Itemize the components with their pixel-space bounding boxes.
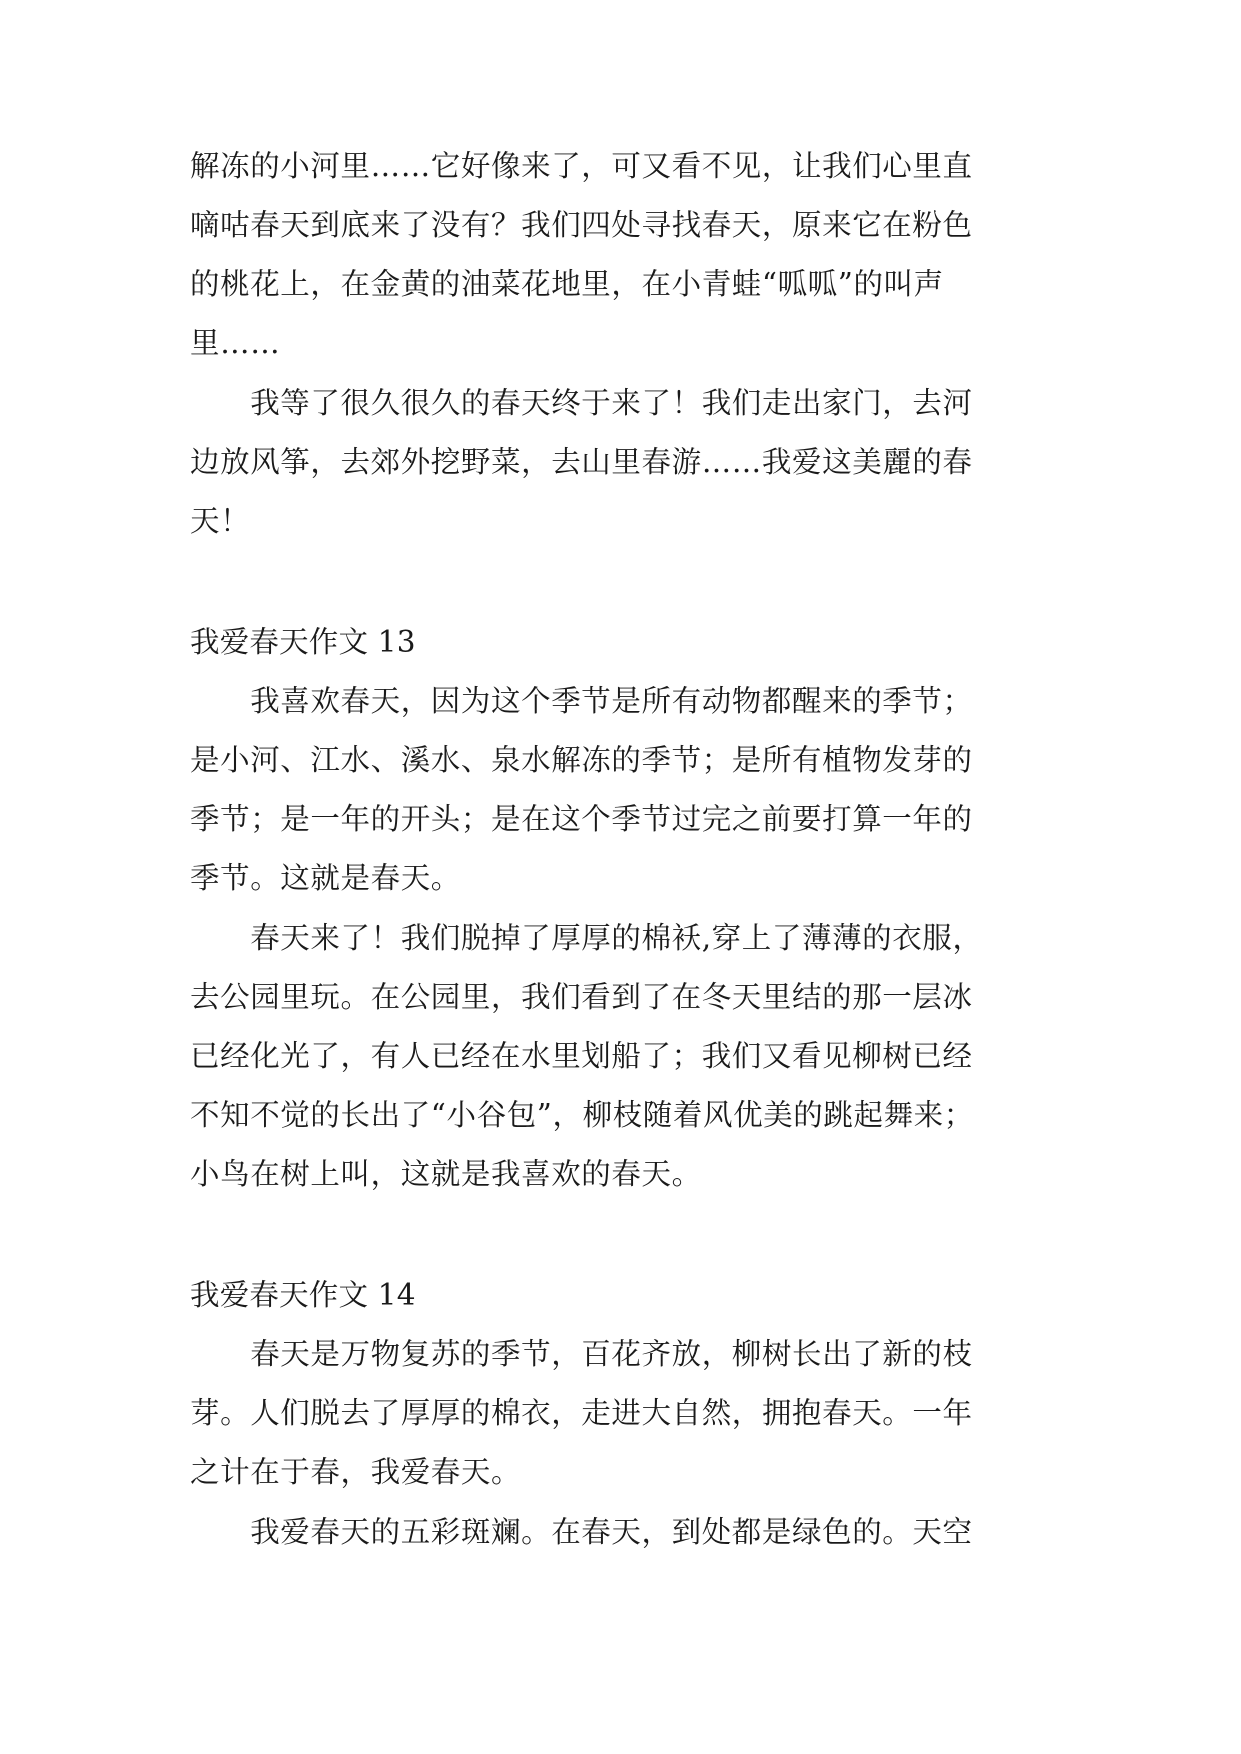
paragraph-line: 我爱春天的五彩斑斓。在春天，到处都是绿色的。天空 bbox=[190, 1515, 973, 1549]
paragraph-line: 里…… bbox=[190, 326, 281, 360]
essay-title: 我爱春天作文 13 bbox=[190, 625, 416, 659]
paragraph-line: 小鸟在树上叫，这就是我喜欢的春天。 bbox=[190, 1157, 702, 1191]
paragraph-line: 嘀咕春天到底来了没有？我们四处寻找春天，原来它在粉色 bbox=[190, 208, 973, 242]
paragraph-line: 天！ bbox=[190, 504, 251, 538]
paragraph-line: 的桃花上，在金黄的油菜花地里，在小青蛙“呱呱”的叫声 bbox=[190, 267, 944, 301]
paragraph-line: 之计在于春，我爱春天。 bbox=[190, 1455, 522, 1489]
paragraph-line: 季节。这就是春天。 bbox=[190, 861, 461, 895]
paragraph-line: 是小河、江水、溪水、泉水解冻的季节；是所有植物发芽的 bbox=[190, 743, 973, 777]
paragraph-line: 我等了很久很久的春天终于来了！我们走出家门，去河 bbox=[190, 386, 973, 420]
paragraph-line: 边放风筝，去郊外挖野菜，去山里春游……我爱这美麗的春 bbox=[190, 445, 973, 479]
paragraph-line: 不知不觉的长出了“小谷包”，柳枝随着风优美的跳起舞来； bbox=[190, 1098, 974, 1132]
essay-title: 我爱春天作文 14 bbox=[190, 1278, 416, 1312]
paragraph-line: 去公园里玩。在公园里，我们看到了在冬天里结的那一层冰 bbox=[190, 980, 973, 1014]
paragraph-line: 芽。人们脱去了厚厚的棉衣，走进大自然，拥抱春天。一年 bbox=[190, 1396, 973, 1430]
paragraph-line: 我喜欢春天，因为这个季节是所有动物都醒来的季节； bbox=[190, 684, 973, 718]
paragraph-line: 春天是万物复苏的季节，百花齐放，柳树长出了新的枝 bbox=[190, 1337, 973, 1371]
paragraph-line: 春天来了！我们脱掉了厚厚的棉袄,穿上了薄薄的衣服， bbox=[190, 921, 983, 955]
paragraph-line: 解冻的小河里……它好像来了，可又看不见，让我们心里直 bbox=[190, 149, 973, 183]
paragraph-line: 季节；是一年的开头；是在这个季节过完之前要打算一年的 bbox=[190, 802, 973, 836]
paragraph-line: 已经化光了，有人已经在水里划船了；我们又看见柳树已经 bbox=[190, 1039, 973, 1073]
